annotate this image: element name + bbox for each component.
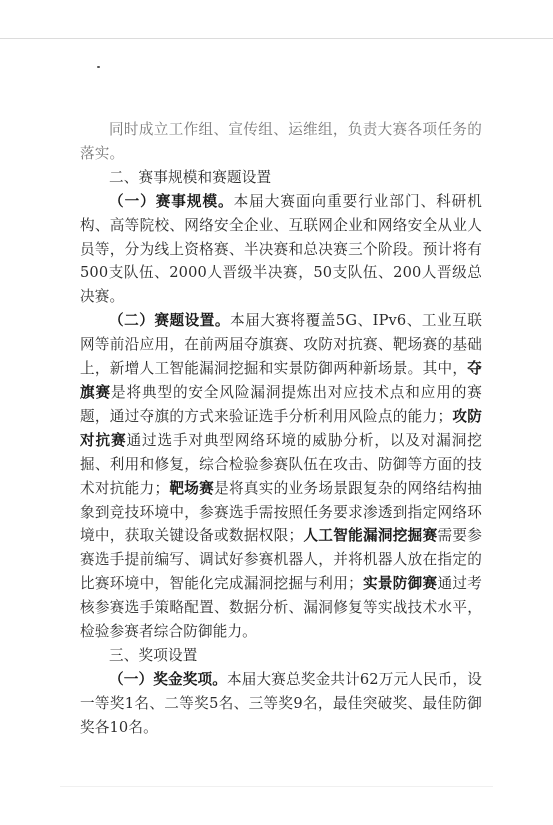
continuation-paragraph (80, 118, 482, 166)
keyword-ctf: 夺旗赛 (80, 360, 482, 401)
continuation-line-2: 实。 (94, 144, 125, 162)
keyword-range: 靶场赛 (169, 479, 215, 497)
topics-paragraph (80, 309, 482, 644)
keyword-attack-defense: 攻防对抗赛 (80, 407, 482, 449)
continuation-line-1: 同时成立工作组、宣传组、运维组，负责大赛各项任务的落 (80, 121, 482, 162)
page-top-edge (0, 38, 553, 39)
keyword-ai-vuln: 人工智能漏洞挖掘赛 (303, 527, 438, 545)
scale-lead: （一）赛事规模。 (109, 192, 234, 210)
topics-text-6: 通过考核参赛选手策略配置、数据分析、漏洞修复等实战技术水平，检验参赛者综合防御能力。 (80, 575, 482, 641)
scan-speck (97, 66, 100, 68)
section-2-heading: 二、赛事规模和赛题设置 (109, 168, 272, 186)
keyword-real-defense: 实景防御赛 (362, 575, 438, 593)
prize-paragraph (80, 668, 482, 740)
document-body (80, 118, 482, 740)
scale-paragraph (80, 190, 482, 310)
topics-text-2: 是将典型的安全风险漏洞提炼出对应技术点和应用的赛题，通过夺旗的方式来验证选手分析利用风险点的能力； (80, 383, 482, 425)
prize-text: 本届大赛总奖金共计62万元人民币，设一等奖1名、二等奖5名、三等奖9名，最佳突破奖、最佳防御奖各10名。 (80, 670, 482, 736)
topics-text-5: 需要参赛选手提前编写、调试好参赛机器人，并将机器人放在指定的比赛环境中，智能化完成漏洞挖掘与利用； (80, 527, 482, 593)
section-3-heading: 三、奖项设置 (109, 646, 198, 664)
topics-text-3: 通过选手对典型网络环境的威胁分析，以及对漏洞挖掘、利用和修复，综合检验参赛队伍在攻击、防御等方面的技术对抗能力； (80, 431, 483, 497)
prize-lead: （一）奖金奖项。 (109, 670, 228, 688)
page-bottom-edge (60, 786, 493, 787)
scale-text: 本届大赛面向重要行业部门、科研机构、高等院校、网络安全企业、互联网企业和网络安全从业人员等，分为线上资格赛、半决赛和总决赛三个阶段。预计将有500支队伍、2000人晋级半决赛，50支队伍、200人晋级总决赛。 (80, 192, 482, 306)
topics-text-4: 是将真实的业务场景跟复杂的网络结构抽象到竞技环境中，参赛选手需按照任务要求渗透到指定网络环境中，获取关键设备或数据权限； (80, 479, 483, 545)
topics-lead: （二）赛题设置。 (109, 312, 231, 330)
topics-text-1: 本届大赛将覆盖5G、IPv6、工业互联网等前沿应用，在前两届夺旗赛、攻防对抗赛、靶场赛的基础上，新增人工智能漏洞挖掘和实景防御两种新场景。其中， (80, 312, 482, 378)
